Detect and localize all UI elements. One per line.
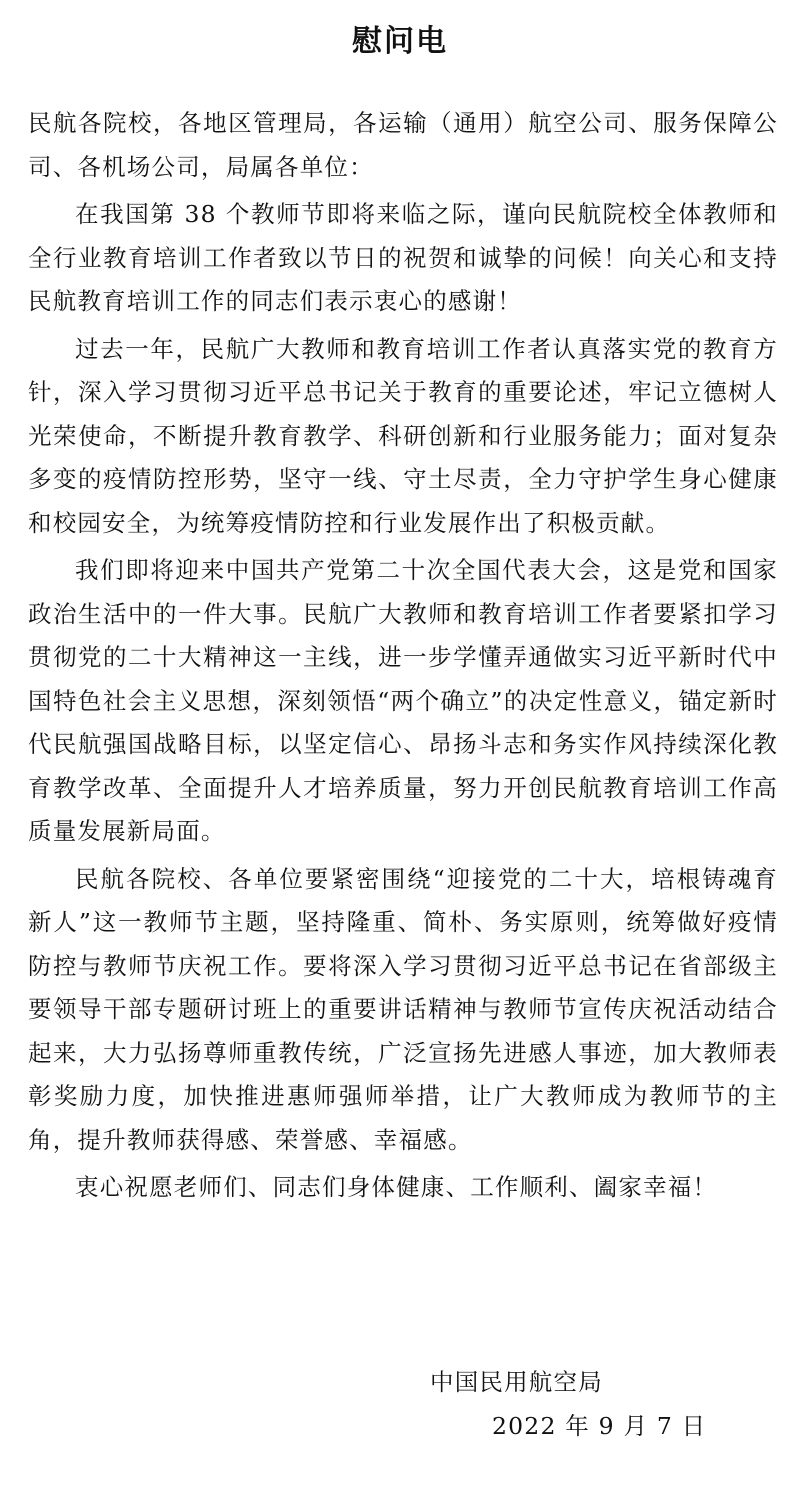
paragraph-congress: 我们即将迎来中国共产党第二十次全国代表大会，这是党和国家政治生活中的一件大事。民航广大教师和教育培训工作者要紧扣学习贯彻党的二十大精神这一主线，进一步学懂弄通做实习近平新时代中国特色社会主义思想，深刻领悟“两个确立”的决定性意义，锚定新时代民航强国战略目标，以坚定信心、昂扬斗志和务实作风持续深化教育教学改革、全面提升人才培养质量，努力开创民航教育培训工作高质量发展新局面。	[28, 556, 778, 845]
paragraph-requirements: 民航各院校、各单位要紧密围绕“迎接党的二十大，培根铸魂育新人”这一教师节主题，坚持隆重、简朴、务实原则，统筹做好疫情防控与教师节庆祝工作。要将深入学习贯彻习近平总书记在省部级主要领导干部专题研讨班上的重要讲话精神与教师节宣传庆祝活动结合起来，大力弘扬尊师重教传统，广泛宣扬先进感人事迹，加大教师表彰奖励力度，加快推进惠师强师举措，让广大教师成为教师节的主角，提升教师获得感、荣誉感、幸福感。	[28, 864, 778, 1154]
signature-organization: 中国民用航空局	[430, 1368, 603, 1396]
signature-date: 2022 年 9 月 7 日	[492, 1412, 707, 1440]
document-title: 慰问电	[352, 24, 448, 59]
salutation: 民航各院校，各地区管理局，各运输（通用）航空公司、服务保障公司、各机场公司，局属各单位：	[28, 109, 778, 181]
paragraph-wishes: 衷心祝愿老师们、同志们身体健康、工作顺利、阖家幸福！	[75, 1173, 718, 1201]
letter-body	[28, 102, 778, 1214]
paragraph-past-year: 过去一年，民航广大教师和教育培训工作者认真落实党的教育方针，深入学习贯彻习近平总书记关于教育的重要论述，牢记立德树人光荣使命，不断提升教育教学、科研创新和行业服务能力；面对复杂多变的疫情防控形势，坚守一线、守土尽责，全力守护学生身心健康和校园安全，为统筹疫情防控和行业发展作出了积极贡献。	[28, 334, 778, 537]
paragraph-greeting: 在我国第 38 个教师节即将来临之际，谨向民航院校全体教师和全行业教育培训工作者致以节日的祝贺和诚挚的问候！向关心和支持民航教育培训工作的同志们表示衷心的感谢！	[28, 200, 778, 315]
